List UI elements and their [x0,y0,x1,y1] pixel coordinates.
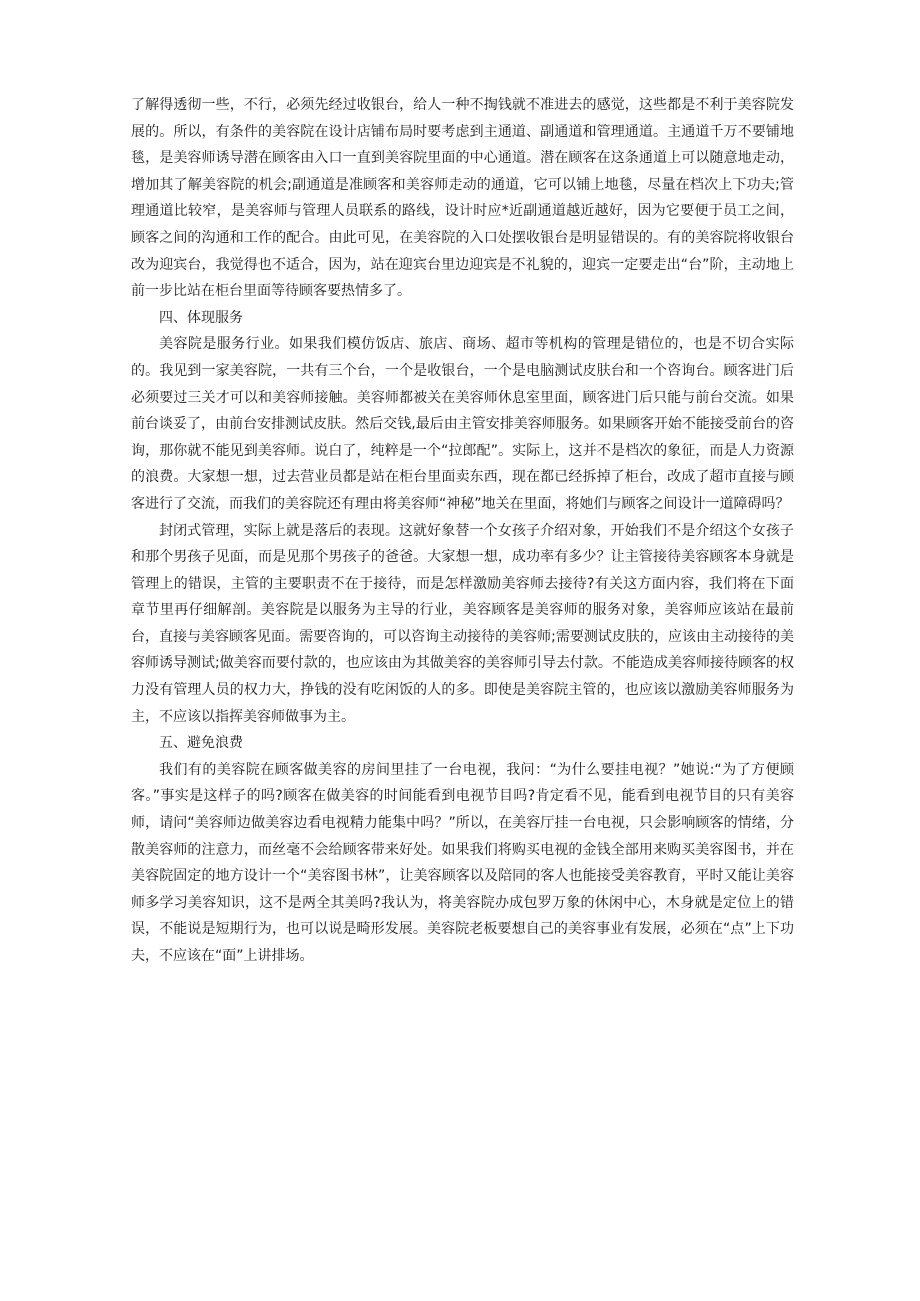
section-heading-service: 四、体现服务 [159,309,243,326]
paragraph-television-waste: 我们有的美容院在顾客做美容的房间里挂了一台电视，我问：“为什么要挂电视？”她说:“为了方便顾客。”事实是这样子的吗?顾客在做美容的时间能看到电视节目吗?肯定看不见，能看到电视节目的只有美容师，请问“美容师边做美容边看电视精力能集中吗？”所以，在美容厅挂一台电视，只会影响顾客的情绪，分散美容师的注意力，而丝毫不会给顾客带来好处。如果我们将购买电视的金钱全部用来购买美容图书，并在美容院固定的地方设计一个“美容图书林”，让美容顾客以及陪同的客人也能接受美容教育，平时又能让美容师多学习美容知识，这不是两全其美吗?我认为，将美容院办成包罗万象的休闲中心，木身就是定位上的错误，不能说是短期行为，也可以说是畸形发展。美容院老板要想自己的美容事业有发展，必须在“点”上下功夫，不应该在“面”上讲排场。 [131,761,794,964]
section-heading-avoid-waste: 五、避免浪费 [159,735,243,752]
document-body [131,92,794,970]
paragraph-service-industry: 美容院是服务行业。如果我们模仿饭店、旅店、商场、超市等机构的管理是错位的，也是不切合实际的。我见到一家美容院，一共有三个台，一个是收银台，一个是电脑测试皮肤台和一个咨询台。顾客进门后必须要过三关才可以和美容师接触。美容师都被关在美容师休息室里面，顾客进门后只能与前台交流。如果前台谈妥了，由前台安排测试皮肤。然后交钱,最后由主管安排美容师服务。如果顾客开始不能接受前台的咨询，那你就不能见到美容师。说白了，纯粹是一个“拉郎配”。实际上，这并不是档次的象征，而是人力资源的浪费。大家想一想，过去营业员都是站在柜台里面卖东西，现在都已经拆掉了柜台，改成了超市直接与顾客进行了交流，而我们的美容院还有理由将美容师“神秘”地关在里面，将她们与顾客之间设计一道障碍吗？ [131,336,794,512]
paragraph-closed-management: 封闭式管理，实际上就是落后的表现。这就好象替一个女孩子介绍对象，开始我们不是介绍这个女孩子和那个男孩子见面，而是见那个男孩子的爸爸。大家想一想，成功率有多少？让主管接待美容顾客本身就是管理上的错误，主管的主要职责不在于接待，而是怎样激励美容师去接待?有关这方面内容，我们将在下面章节里再仔细解剖。美容院是以服务为主导的行业，美容顾客是美容师的服务对象，美容师应该站在最前台，直接与美容顾客见面。需要咨询的，可以咨询主动接待的美容师;需要测试皮肤的，应该由主动接待的美容师诱导测试;做美容而要付款的，也应该由为其做美容的美容师引导去付款。不能造成美容师接待顾客的权力没有管理人员的权力大，挣钱的没有吃闲饭的人的多。即使是美容院主管的，也应该以激励美容师服务为主，不应该以指挥美容师做事为主。 [131,522,794,725]
paragraph-passage-continuation: 了解得透彻一些，不行，必须先经过收银台，给人一种不掏钱就不准进去的感觉，这些都是不利于美容院发展的。所以，有条件的美容院在设计店铺布局时要考虑到主通道、副通道和管理通道。主通道千万不要铺地毯，是美容师诱导潜在顾客由入口一直到美容院里面的中心通道。潜在顾客在这条通道上可以随意地走动，增加其了解美容院的机会;副通道是准顾客和美容师走动的通道，它可以铺上地毯，尽量在档次上下功夫;管理通道比较窄，是美容师与管理人员联系的路线，设计时应*近副通道越近越好，因为它要便于员工之间，顾客之间的沟通和工作的配合。由此可见，在美容院的入口处摆收银台是明显错误的。有的美容院将收银台改为迎宾台，我觉得也不适合，因为，站在迎宾台里边迎宾是不礼貌的，迎宾一定要走出“台”阶，主动地上前一步比站在柜台里面等待顾客要热情多了。 [131,97,794,300]
